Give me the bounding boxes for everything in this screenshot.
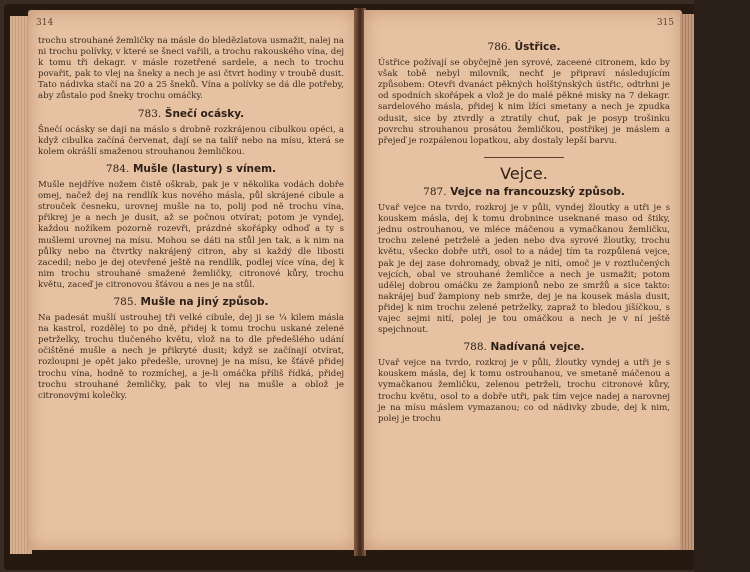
recipe-title: Nadívaná vejce.	[490, 341, 585, 354]
recipe-number: 784.	[105, 162, 130, 175]
recipe-number: 783.	[137, 107, 162, 120]
recipe-heading-784	[38, 164, 344, 175]
recipe-text-784: Mušle nejdříve nožem čistě oškrab, pak je v několika vodách dobře omej, načež dej na rendlík kus nového másla, půl skrájené cibule a strouček česneku, urovnej mušle na to, polij pod ně trochu vína, přikrej je a nech je dusit, až se počnou otvírat; potom je vyndej, každou nožíkem pozorně rozevři, prázdné skořápky odhoď a ty s mušlemi urovnej na mísu. Mohou se dáti na stůl jen tak, a k nim na půlky nebo na čtvrtky nakrájený citron, aby si každý dle libosti zacedil; nebo je dej otevřené ještě na rendlík, podlej více vína, dej k nim trochu strouhané smažené žemličky, citronové kůry, trochu květu, zaceď je citronovou šťávou a nes je na stůl.	[38, 180, 344, 290]
recipe-heading-788	[378, 342, 670, 353]
recipe-text-785: Na padesát mušlí ustrouhej tři velké cibule, dej ji se ¼ kilem másla na kastrol, rozdělej to po dně, přidej k tomu trochu uskané zelené petrželky, trochu tlučeného květu, vlož na to dle předešlého udání očištěné mušle a nech je přikryté dusit; když se začínají otvírat, rozloupni je opět jako předešle, urovnej je na mísu, ke šťávě přidej trochu vína, hodně to rozmíchej, a je-li omáčka příliš řídká, přidej trochu strouhané žemličky, pak to vlej na mušle a oblož je citronovými kolečky.	[38, 313, 344, 401]
recipe-heading-783	[38, 109, 344, 120]
right-page-edges	[680, 14, 694, 550]
background-right	[694, 0, 750, 572]
left-page	[28, 10, 356, 550]
page-number-right: 315	[656, 18, 674, 28]
recipe-title: Ústřice.	[514, 41, 561, 53]
right-page	[364, 10, 682, 550]
recipe-number: 786.	[487, 41, 511, 53]
recipe-text-786: Ústřice požívají se obyčejně jen syrové, zaceené citronem, kdo by však tobě nebyl milovník, nechť je připraví následujícím způsobem: Otevři dvanáct pěkných holštýnských ústřic, odtrhni je od spodních skořápek a vlož je do malé pěkné misky na 7 dekagr. sardelového másla, přidej k nim lžíci smetany a nech je zpudka odusit, sice by ztvrdly a ztratily chuť, pak je posyp trošinku povrchu strouhanou prosátou žemličkou, postřikej je máslem a přejeď je rozpálenou lopatkou, aby dostaly lepší barvu.	[378, 58, 670, 146]
recipe-text-783: Šnečí ocásky se dají na máslo s drobně rozkrájenou cibulkou opéci, a když cibulka začíná červenat, dají se na talíř nebo na mísu, která se kolem okrášlí smaženou strouhanou žemličkou.	[38, 124, 344, 157]
recipe-title: Mušle na jiný způsob.	[140, 295, 269, 308]
recipe-number: 788.	[463, 341, 487, 354]
left-column	[38, 36, 344, 406]
recipe-heading-785	[38, 297, 344, 308]
recipe-number: 787.	[423, 185, 447, 198]
recipe-heading-786	[378, 42, 670, 53]
recipe-title: Vejce na francouzský způsob.	[450, 185, 625, 198]
right-column	[378, 36, 670, 429]
page-number-left: 314	[36, 18, 54, 28]
recipe-text-787: Uvař vejce na tvrdo, rozkroj je v půli, vyndej žloutky a utři je s kouskem másla, dej k tomu drobnince useknané maso od štiky, jednu ostrouhanou, ve mléce máčenou a vymačkanou žemličku, trochu zelené petrželé a jeden nebo dva syrové žloutky, trochu květu, všecko dobře utři, osol to a nádej tím ta rozpůlená vejce, pak je dej zase dohromady, obvaž je nití, omoč je v roztlučených vejcích, obal ve strouhané žemličce a nech je usmažit; potom udělej dobrou omáčku ze žampionů nebo ze smržů a sice takto: nakrájej buď žampiony neb smrže, dej je na kousek másla dusit, přidej k nim trochu zelené petrželky, zapraž to bledou jíšíčkou, s vajec sejmi nití, polej je tou omáčkou a nech je v ní ještě spejchnout.	[378, 203, 670, 336]
section-divider	[484, 157, 564, 158]
recipe-title: Šnečí ocásky.	[164, 107, 245, 120]
recipe-text-788: Uvař vejce na tvrdo, rozkroj je v půli, žloutky vyndej a utři je s kouskem másla, dej k tomu ostrouhanou, ve smetaně máčenou a vymačkanou žemličku, zelenou petrželi, trochu citronové kůry, trochu květu, osol to a dobře utři, pak tím vejce nadej a narovnej je na mísu máslem vymazanou; co od nádivky zbude, dej k nim, polej je trochu	[378, 358, 670, 424]
continued-paragraph: trochu strouhané žemličky na másle do bledězlatova usmažit, nalej na ni trochu polívky, v které se šneci vařili, a trochu rakouského vína, dej k tomu tři dekagr. v másle rozetřené sardele, a nech to trochu povařit, pak to vlej na šneky a nech je asi čtvrt hodiny v troubě dusit. Tato nádivka stačí na 20 a 25 šneků. Vína a polívky se dá dle potřeby, aby zůstalo pod šneky trochu omáčky.	[38, 36, 344, 102]
section-title: Vejce.	[500, 163, 548, 183]
recipe-heading-787	[378, 187, 670, 198]
recipe-number: 785.	[113, 295, 137, 308]
recipe-title: Mušle (lastury) s vínem.	[132, 162, 277, 175]
